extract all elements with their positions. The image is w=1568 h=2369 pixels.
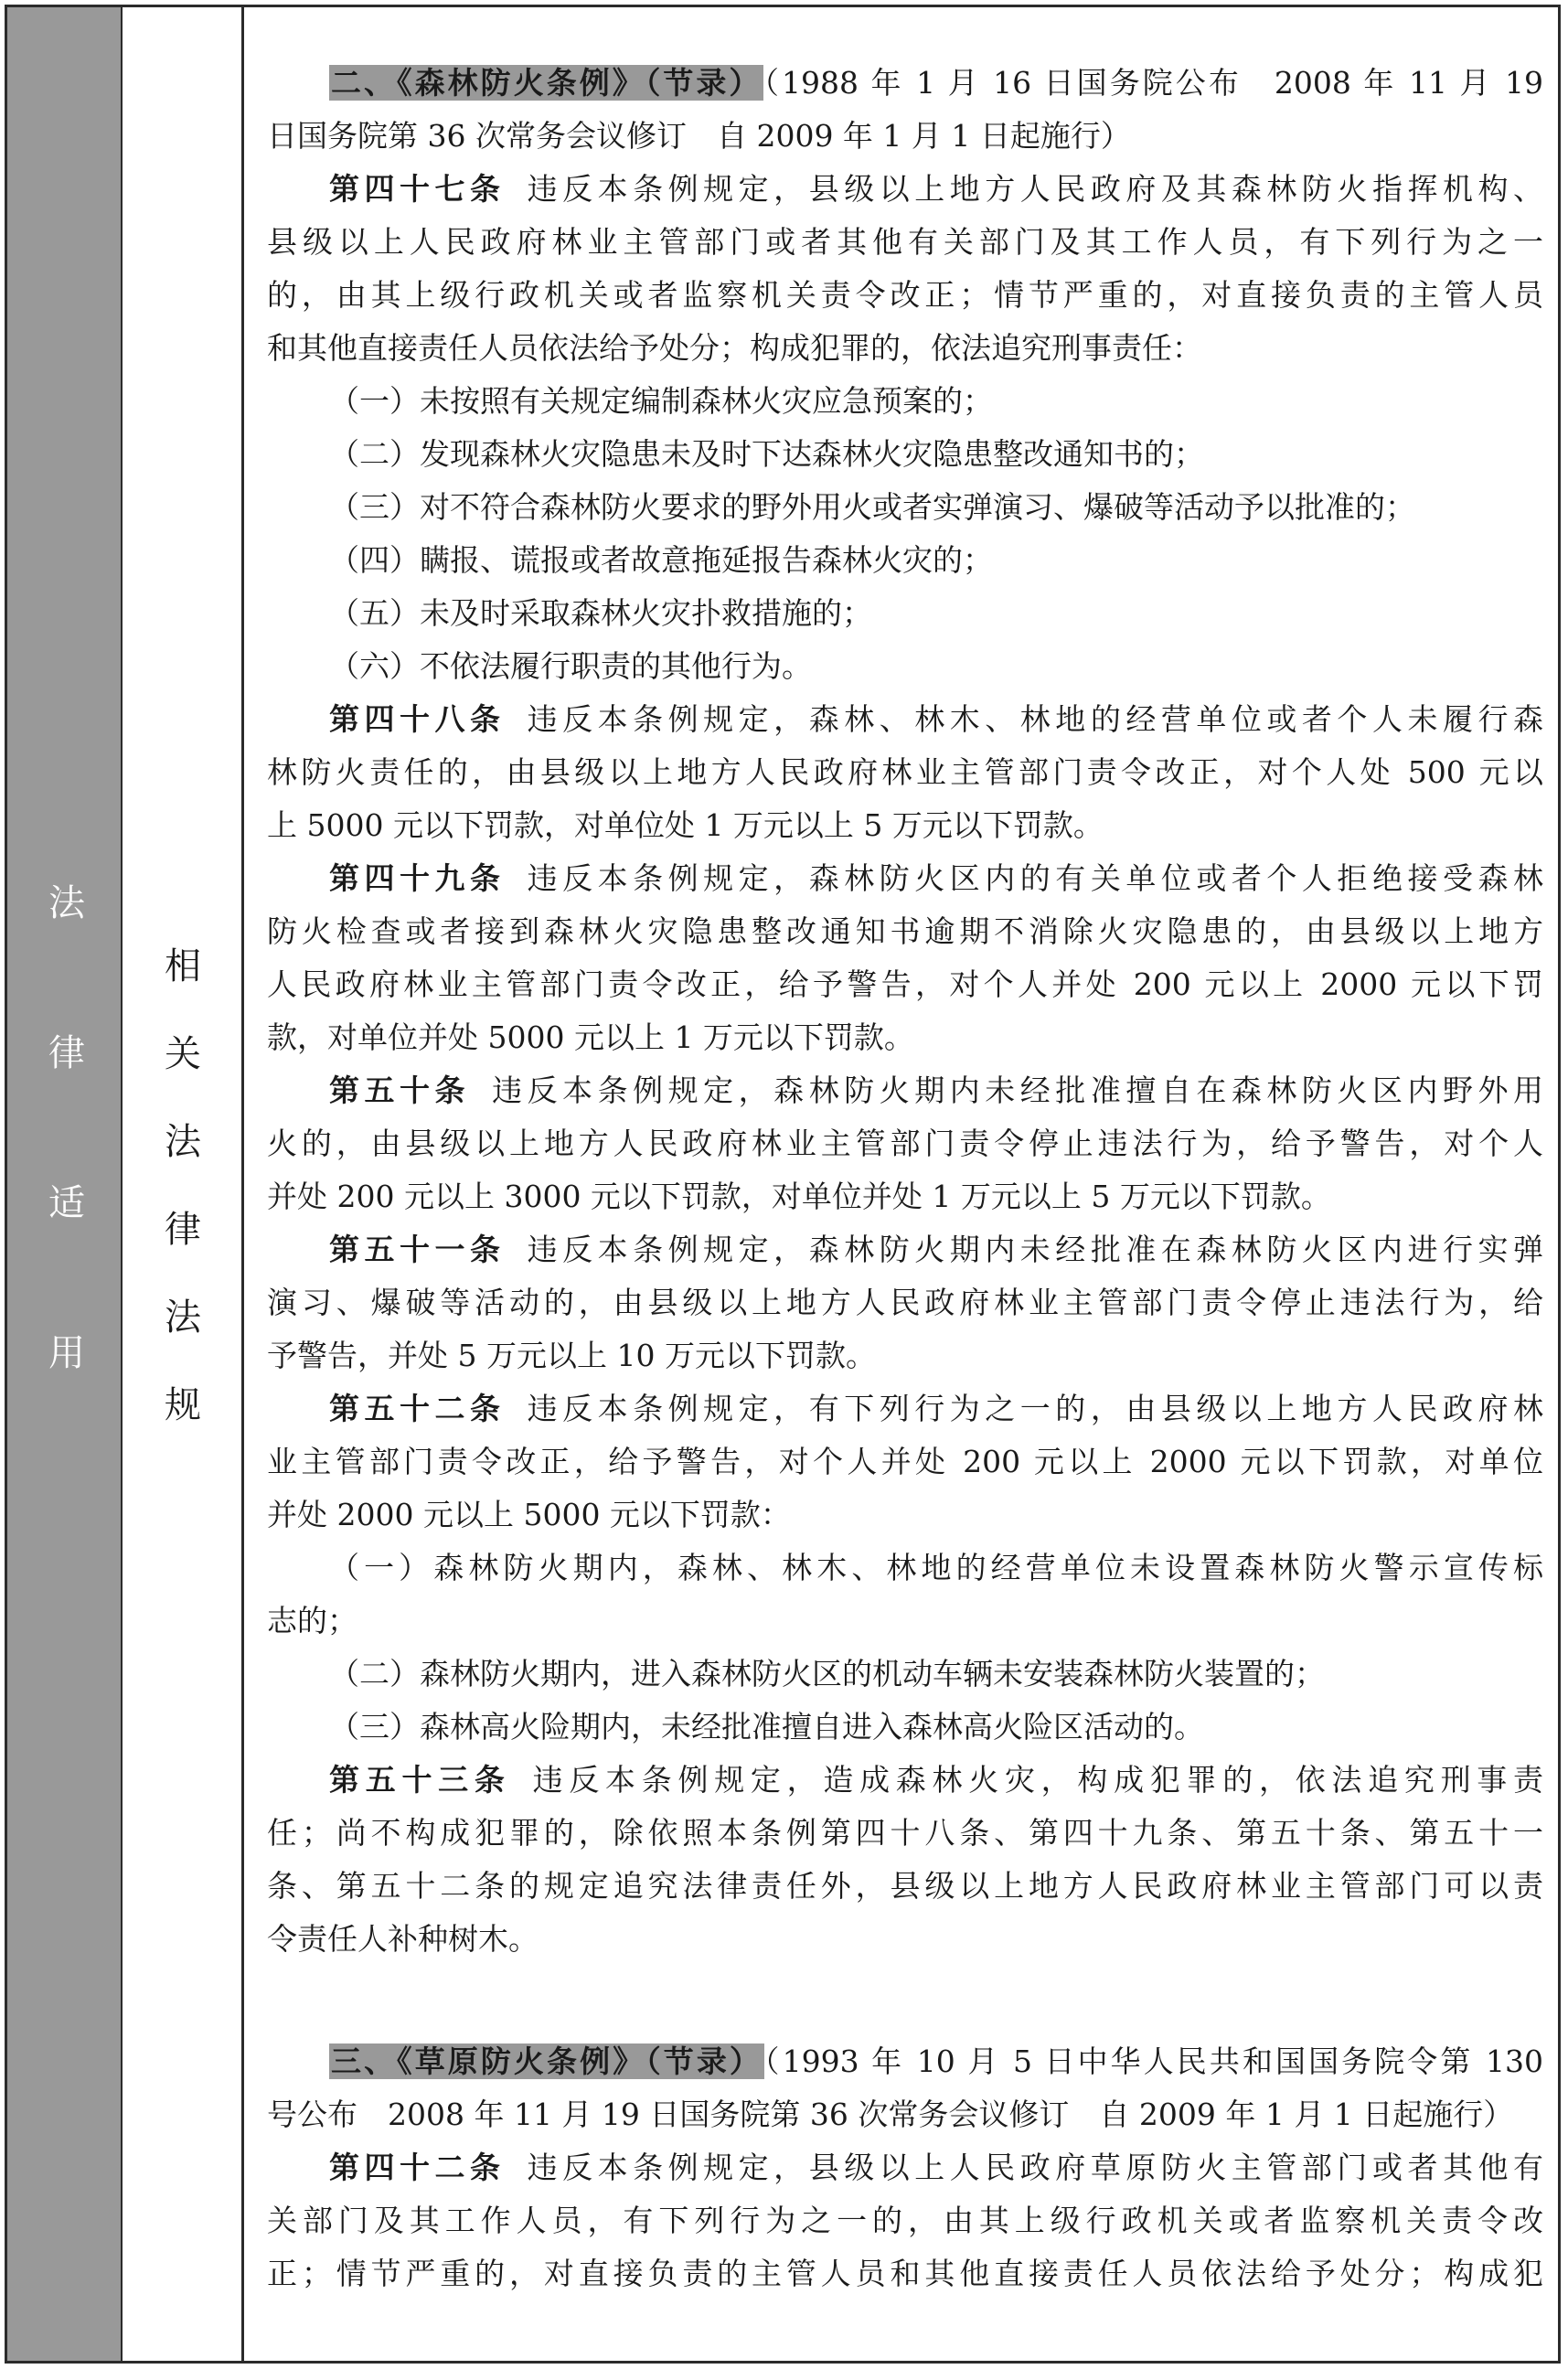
section-2-heading: 二、《森林防火条例》（节录）: [331, 65, 763, 101]
article-53-label: 第五十三条: [329, 1762, 511, 1798]
article-48: [267, 693, 1543, 746]
article-text: 并处 2000 元以上 5000 元以下罚款：: [267, 1497, 791, 1532]
subcategory-char: 关: [165, 1033, 201, 1075]
article-text: 演习、爆破等活动的，由县级以上地方人民政府林业主管部门责令停止违法行为，给: [267, 1285, 1543, 1320]
article-53: [267, 1754, 1543, 1807]
list-item: （五）未及时采取森林火灾扑救措施的；: [329, 595, 872, 631]
list-item-cont: 志的；: [267, 1603, 357, 1638]
article-42: [267, 2141, 1543, 2194]
category-char: 律: [48, 1032, 85, 1074]
category-label-legal-application: [44, 880, 90, 1480]
article-text: 违反本条例规定，森林防火期内未经批准在森林防火区内进行实弹: [527, 1232, 1544, 1267]
article-50-label: 第五十条: [329, 1072, 471, 1108]
section-3-heading: 三、《草原防火条例》（节录）: [331, 2044, 763, 2079]
article-42-label: 第四十二条: [329, 2150, 506, 2185]
list-item: （三）对不符合森林防火要求的野外用火或者实弹演习、爆破等活动予以批准的；: [329, 489, 1415, 525]
article-text: 关部门及其工作人员，有下列行为之一的，由其上级行政机关或者监察机关责令改: [267, 2203, 1543, 2238]
article-text: 和其他直接责任人员依法给予处分；构成犯罪的，依法追究刑事责任：: [267, 330, 1202, 366]
article-47-label: 第四十七条: [329, 171, 506, 207]
section-2-heading-line: [267, 57, 1543, 110]
section-2-meta-cont: 日国务院第 36 次常务会议修订 自 2009 年 1 月 1 日起施行）: [267, 118, 1131, 154]
subcategory-char: 法: [165, 1121, 201, 1163]
subcategory-char: 律: [165, 1209, 201, 1251]
article-52-label: 第五十二条: [329, 1391, 506, 1426]
article-text: 违反本条例规定，森林、林木、林地的经营单位或者个人未履行森: [527, 701, 1544, 737]
article-51: [267, 1223, 1543, 1276]
article-text: 违反本条例规定，造成森林火灾，构成犯罪的，依法追究刑事责: [532, 1762, 1543, 1798]
article-text: 违反本条例规定，森林防火区内的有关单位或者个人拒绝接受森林: [527, 860, 1544, 896]
article-text: 违反本条例规定，有下列行为之一的，由县级以上地方人民政府林: [527, 1391, 1544, 1426]
article-text: 县级以上人民政府林业主管部门或者其他有关部门及其工作人员，有下列行为之一: [267, 224, 1543, 260]
article-text: 予警告，并处 5 万元以上 10 万元以下罚款。: [267, 1338, 876, 1373]
section-gap: [267, 1966, 1543, 2035]
main-text: [267, 57, 1543, 2300]
section-3-meta-cont: 号公布 2008 年 11 月 19 日国务院第 36 次常务会议修订 自 2009 年 1 月 1 日起施行）: [267, 2097, 1514, 2132]
category-char: 适: [48, 1182, 85, 1224]
article-text: 违反本条例规定，县级以上人民政府草原防火主管部门或者其他有: [527, 2150, 1544, 2185]
article-text: 违反本条例规定，县级以上地方人民政府及其森林防火指挥机构、: [527, 171, 1544, 207]
list-item: （三）森林高火险期内，未经批准擅自进入森林高火险区活动的。: [329, 1709, 1204, 1745]
article-text: 上 5000 元以下罚款，对单位处 1 万元以上 5 万元以下罚款。: [267, 807, 1104, 843]
article-text: 令责任人补种树木。: [267, 1921, 539, 1957]
article-text: 业主管部门责令改正，给予警告，对个人并处 200 元以上 2000 元以下罚款，对单位: [267, 1444, 1543, 1479]
section-3-heading-line: [267, 2035, 1543, 2088]
category-char: 用: [48, 1332, 85, 1374]
list-item: （四）瞒报、谎报或者故意拖延报告森林火灾的；: [329, 542, 993, 578]
article-47: [267, 163, 1543, 216]
article-49-label: 第四十九条: [329, 860, 506, 896]
article-51-label: 第五十一条: [329, 1232, 506, 1267]
section-3-meta: （1993 年 10 月 5 日中华人民共和国国务院令第 130: [764, 2044, 1543, 2079]
article-48-label: 第四十八条: [329, 701, 506, 737]
article-text: 任；尚不构成犯罪的，除依照本条例第四十八条、第四十九条、第五十条、第五十一: [267, 1815, 1543, 1851]
subcategory-char: 规: [165, 1384, 201, 1426]
article-52: [267, 1382, 1543, 1435]
article-50: [267, 1064, 1543, 1117]
article-text: 并处 200 元以上 3000 元以下罚款，对单位并处 1 万元以上 5 万元以下罚款。: [267, 1179, 1331, 1214]
article-text: 人民政府林业主管部门责令改正，给予警告，对个人并处 200 元以上 2000 元以下罚: [267, 966, 1543, 1002]
article-text: 条、第五十二条的规定追究法律责任外，县级以上地方人民政府林业主管部门可以责: [267, 1868, 1543, 1904]
article-text: 的，由其上级行政机关或者监察机关责令改正；情节严重的，对直接负责的主管人员: [267, 277, 1543, 313]
list-item: （二）森林防火期内，进入森林防火区的机动车辆未安装森林防火装置的；: [329, 1656, 1325, 1691]
article-text: 林防火责任的，由县级以上地方人民政府林业主管部门责令改正，对个人处 500 元以: [267, 754, 1543, 790]
subcategory-char: 相: [165, 945, 201, 987]
list-item: （六）不依法履行职责的其他行为。: [329, 648, 812, 684]
article-text: 正；情节严重的，对直接负责的主管人员和其他直接责任人员依法给予处分；构成犯: [267, 2256, 1543, 2291]
article-text: 防火检查或者接到森林火灾隐患整改通知书逾期不消除火灾隐患的，由县级以上地方: [267, 913, 1543, 949]
list-item: （一）森林防火期内，森林、林木、林地的经营单位未设置森林防火警示宣传标: [329, 1550, 1543, 1585]
subcategory-char: 法: [165, 1297, 201, 1339]
list-item: （一）未按照有关规定编制森林火灾应急预案的；: [329, 383, 993, 419]
article-text: 违反本条例规定，森林防火期内未经批准擅自在森林防火区内野外用: [492, 1072, 1544, 1108]
category-char: 法: [48, 882, 85, 924]
article-49: [267, 852, 1543, 905]
section-2-meta: （1988 年 1 月 16 日国务院公布 2008 年 11 月 19: [763, 65, 1544, 101]
list-item: （二）发现森林火灾隐患未及时下达森林火灾隐患整改通知书的；: [329, 436, 1204, 472]
subcategory-label-related-laws: [160, 944, 206, 1470]
article-text: 款，对单位并处 5000 元以上 1 万元以下罚款。: [267, 1019, 914, 1055]
article-text: 火的，由县级以上地方人民政府林业主管部门责令停止违法行为，给予警告，对个人: [267, 1126, 1543, 1161]
